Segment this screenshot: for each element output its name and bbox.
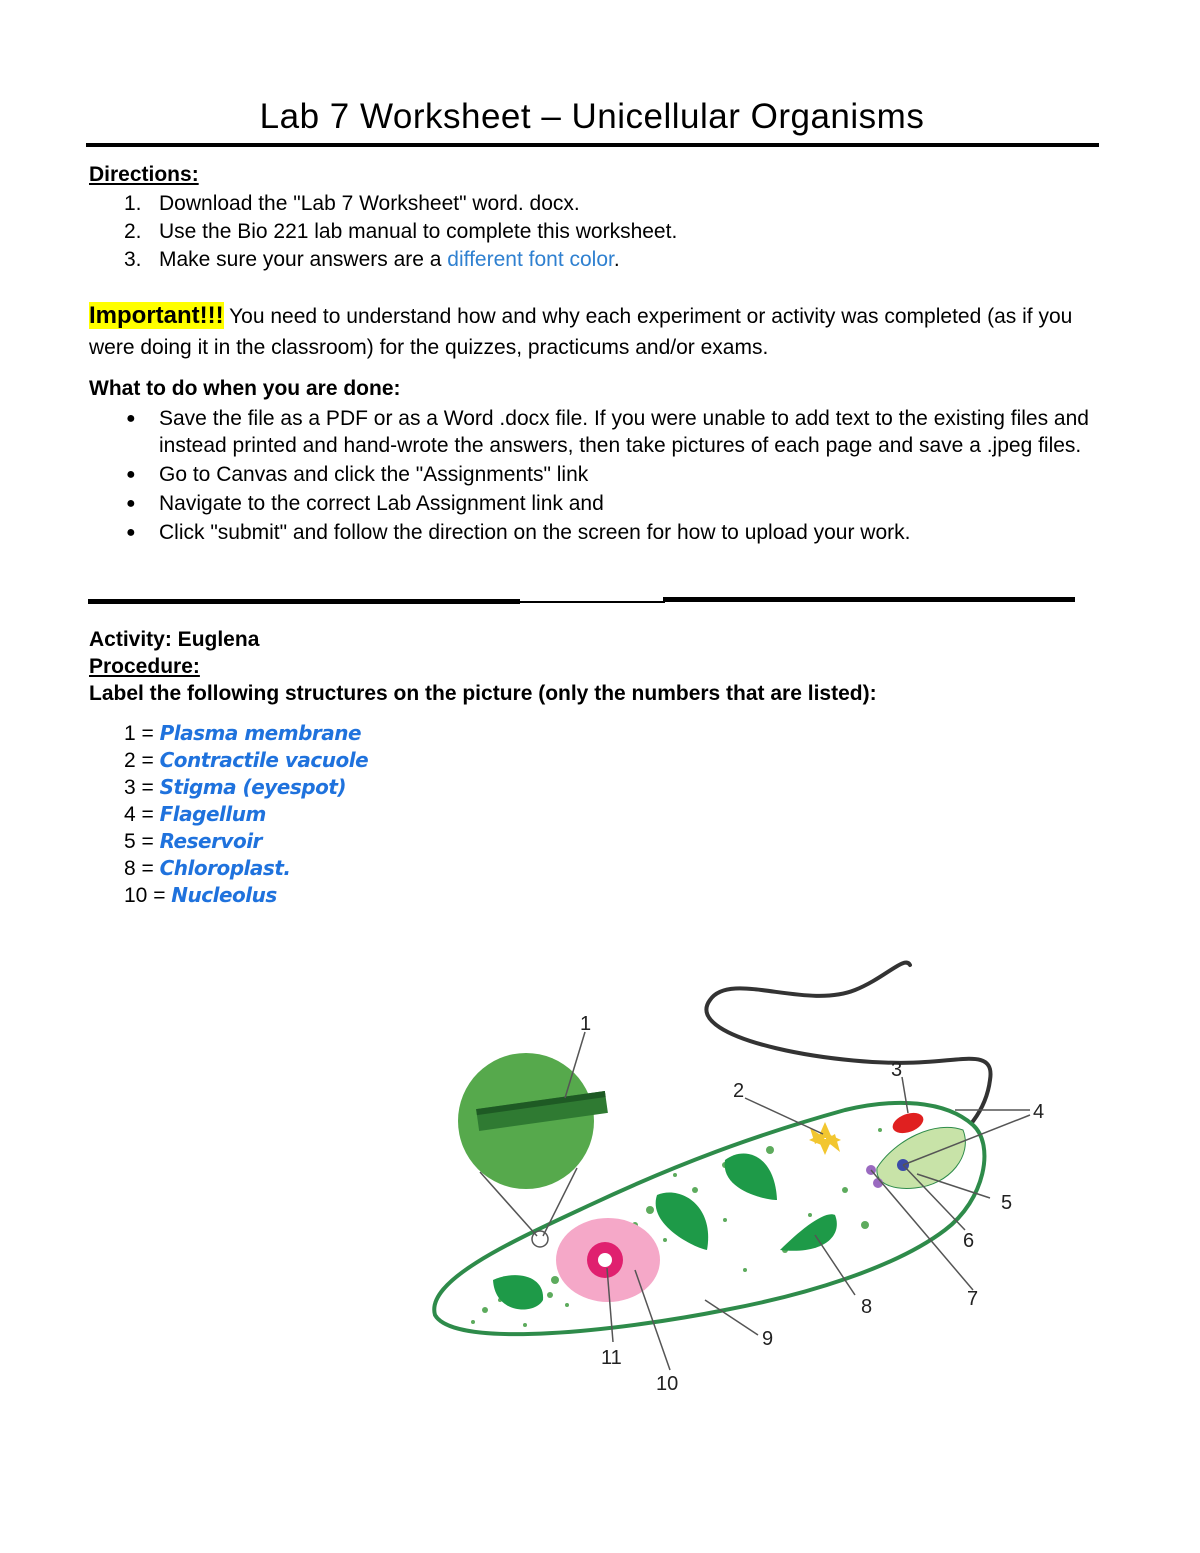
answer-number: 3 = <box>124 776 160 799</box>
answer-row <box>124 828 368 855</box>
blue-font-note: different font color <box>447 248 614 271</box>
list-item <box>89 405 1089 459</box>
diagram-label-2: 2 <box>733 1080 745 1102</box>
list-text: Save the file as a PDF or as a Word .docx file. If you were unable to add text to the existing files and instead printed and hand-wrote the answers, then take pictures of each page and save a .jpeg files. <box>159 407 1089 457</box>
section-divider <box>88 599 520 604</box>
nucleolus-core <box>598 1253 612 1267</box>
list-number: 2. <box>124 220 142 243</box>
list-text-start: Make sure your answers are a <box>159 248 448 271</box>
diagram-label-7: 7 <box>967 1288 979 1310</box>
diagram-label-11: 11 <box>601 1347 622 1369</box>
list-text-end: . <box>613 248 620 271</box>
important-tag: Important!!! <box>89 302 224 329</box>
diagram-label-8: 8 <box>861 1296 873 1318</box>
section-divider <box>520 601 665 603</box>
directions-list <box>89 190 677 274</box>
list-text: Click "submit" and follow the direction on the screen for how to upload your work. <box>159 521 911 544</box>
answer-value[interactable]: Nucleolus <box>171 883 277 907</box>
bullet-icon: ● <box>126 524 136 541</box>
label-instruction: Label the following structures on the picture (only the numbers that are listed): <box>89 682 877 705</box>
answer-value[interactable]: Contractile vacuole <box>159 748 369 772</box>
list-item <box>89 218 677 246</box>
answer-value[interactable]: Chloroplast. <box>159 856 291 880</box>
answer-number: 1 = <box>124 722 160 745</box>
answer-value[interactable]: Plasma membrane <box>159 721 362 745</box>
list-text: Navigate to the correct Lab Assignment link and <box>159 492 604 515</box>
page-title: Lab 7 Worksheet – Unicellular Organisms <box>259 97 925 136</box>
list-item <box>89 461 1089 488</box>
diagram-label-6: 6 <box>963 1230 975 1252</box>
answer-number: 2 = <box>124 749 160 772</box>
list-number: 3. <box>124 248 142 271</box>
list-item <box>89 190 677 218</box>
list-text: Go to Canvas and click the "Assignments" link <box>159 463 589 486</box>
section-divider <box>663 597 1075 602</box>
answer-number: 5 = <box>124 830 160 853</box>
diagram-label-5: 5 <box>1001 1192 1013 1214</box>
list-text <box>159 246 620 274</box>
when-done-heading: What to do when you are done: <box>89 377 401 400</box>
answer-row <box>124 747 368 774</box>
answer-list <box>124 720 368 909</box>
answer-row <box>124 855 368 882</box>
list-item <box>89 519 1089 546</box>
important-note <box>89 300 1109 363</box>
answer-number: 8 = <box>124 857 160 880</box>
list-number: 1. <box>124 192 142 215</box>
answer-value[interactable]: Stigma (eyespot) <box>159 775 347 799</box>
title-divider <box>86 143 1099 147</box>
important-text: You need to understand how and why each experiment or activity was completed (as if you were doing it in the classroom) for the quizzes, practicums and/or exams. <box>89 305 1073 359</box>
diagram-label-10: 10 <box>656 1373 679 1395</box>
diagram-label-1: 1 <box>580 1013 592 1035</box>
list-text: Use the Bio 221 lab manual to complete this worksheet. <box>159 220 678 243</box>
list-item <box>89 246 677 274</box>
activity-title: Activity: Euglena <box>89 628 260 651</box>
answer-row <box>124 720 368 747</box>
list-item <box>89 490 1089 517</box>
answer-row <box>124 801 368 828</box>
answer-row <box>124 774 368 801</box>
answer-value[interactable]: Flagellum <box>159 802 266 826</box>
diagram-label-9: 9 <box>762 1328 774 1350</box>
list-text: Download the "Lab 7 Worksheet" word. docx. <box>159 192 580 215</box>
diagram-label-4: 4 <box>1033 1101 1045 1123</box>
procedure-heading: Procedure: <box>89 655 200 678</box>
bullet-icon: ● <box>126 410 136 427</box>
when-done-list <box>89 405 1089 548</box>
answer-row <box>124 882 368 909</box>
answer-number: 4 = <box>124 803 160 826</box>
diagram-label-3: 3 <box>891 1059 903 1081</box>
answer-number: 10 = <box>124 884 172 907</box>
directions-heading: Directions: <box>89 163 199 186</box>
answer-value[interactable]: Reservoir <box>159 829 262 853</box>
euglena-diagram <box>425 950 1075 1405</box>
bullet-icon: ● <box>126 495 136 512</box>
bullet-icon: ● <box>126 466 136 483</box>
